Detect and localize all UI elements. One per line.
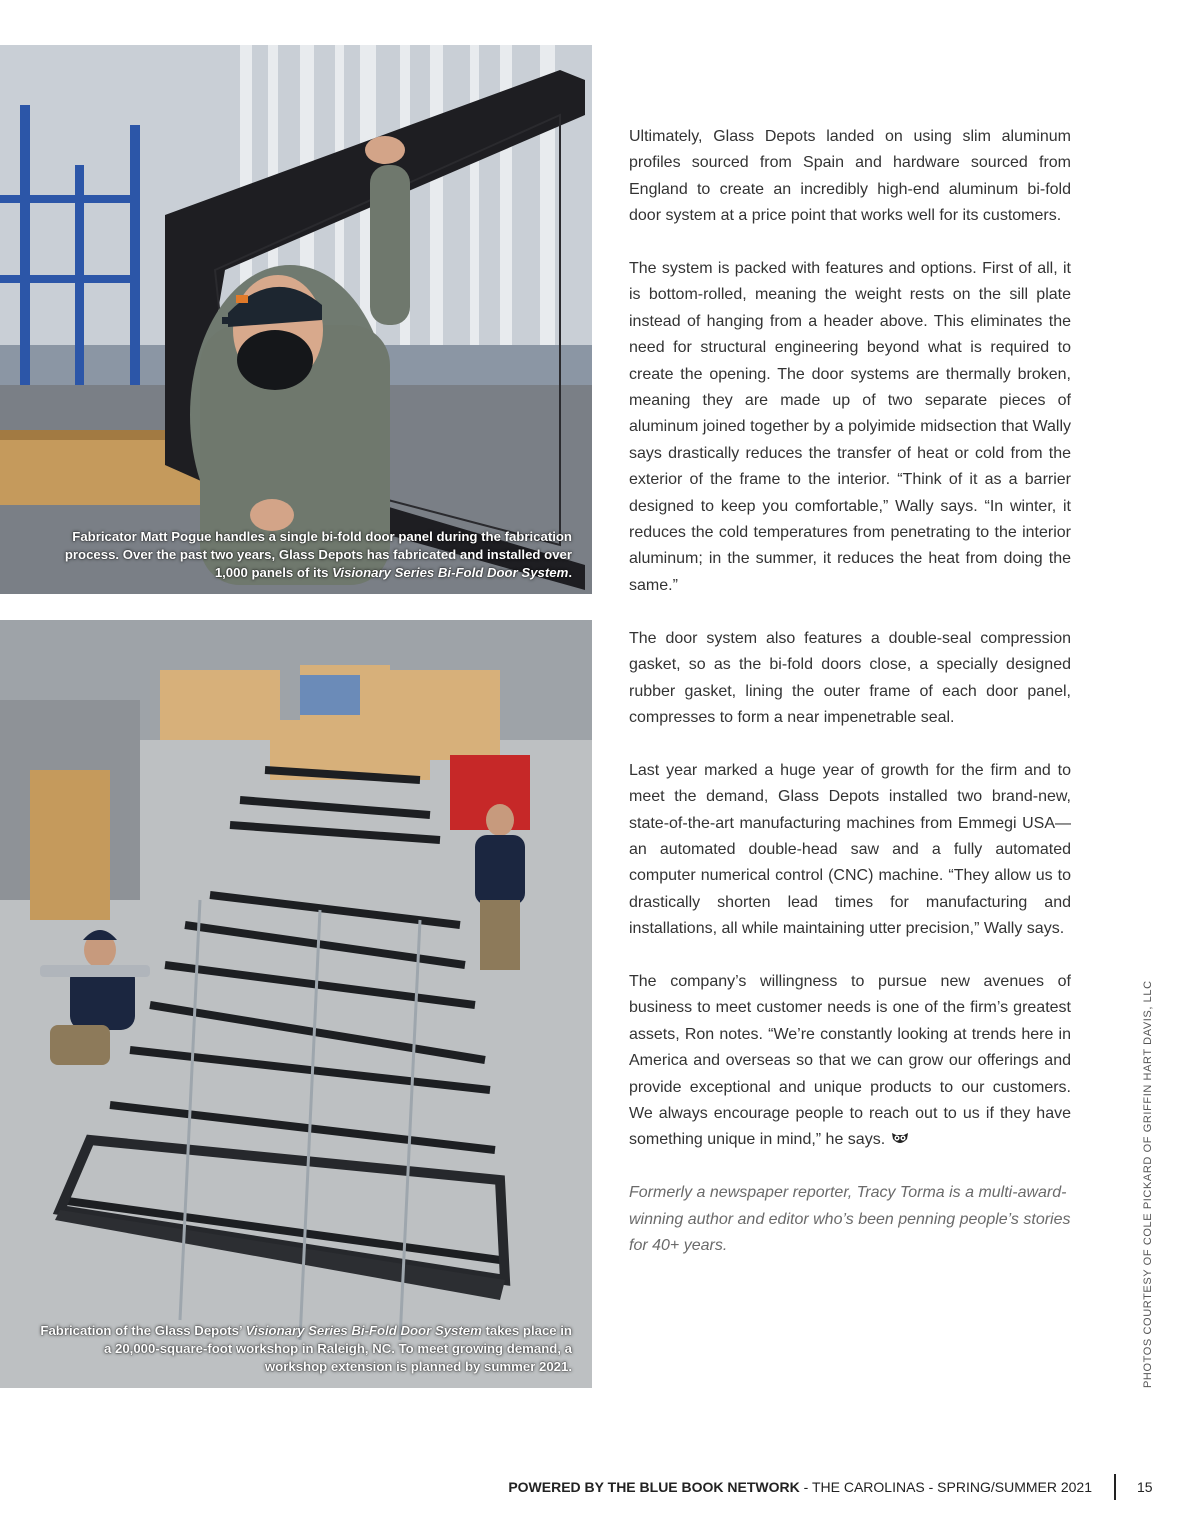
page-footer (508, 1479, 1092, 1495)
photo-credit: PHOTOS COURTESY OF COLE PICKARD OF GRIFFIN HART DAVIS, LLC (1142, 980, 1154, 1388)
article-body (629, 124, 1071, 1286)
photo-workshop (0, 620, 592, 1388)
article-paragraph: The door system also features a double-seal compression gasket, so as the bi-fold doors close, a specially designed rubber gasket, lining the outer frame of each door panel, compresses to form a near impenetrable seal. (629, 629, 1071, 726)
caption-text: Fabricator Matt Pogue handles a single bi-fold door panel during the fabrication process. Over the past two years, Glass Depots has fabricated and installed over 1,000 panels of its (64, 529, 572, 580)
footer-brand: POWERED BY THE BLUE BOOK NETWORK (508, 1479, 800, 1495)
article-paragraph: Ultimately, Glass Depots landed on using slim aluminum profiles sourced from Spain and hardware sourced from England to create an incredibly high-end aluminum bi-fold door system at a price point that works well for its customers. (629, 128, 1071, 225)
article-paragraph: Last year marked a huge year of growth for the firm and to meet the demand, Glass Depots installed two brand-new, state-of-the-art manufacturing machines from Emmegi USA—an automated double-head saw and a fully automated computer numerical control (CNC) machine. “They allow us to drastically shorten lead times for manufacturing and installations, all while maintaining utter precision,” Wally says. (629, 761, 1071, 938)
caption-start: Fabrication of the Glass Depots’ (40, 1323, 246, 1338)
caption-end: . (568, 565, 572, 580)
article-paragraph: The system is packed with features and options. First of all, it is bottom-rolled, meaning the weight rests on the sill plate instead of hanging from a header above. This eliminates the need for structural engineering beyond what is required to create the opening. The door systems are thermally broken, meaning they are made up of two separate pieces of aluminum joined together by a polyimide midsection that Wally says drastically reduces the transfer of heat or cold from the exterior of the frame to the interior. “Think of it as a barrier designed to keep you comfortable,” Wally says. “In winter, it reduces the cold temperatures from penetrating to the interior aluminum; in the summer, it reduces the heat from doing the same.” (629, 260, 1071, 594)
photo-caption-fabricator (40, 528, 572, 582)
photo-fabricator (0, 45, 592, 594)
article-paragraph-text: The company’s willingness to pursue new avenues of business to meet customer needs is one of the firm’s greatest assets, Ron notes. “We’re constantly looking at trends here in America and overseas so that we can grow our offerings and provide exceptional and unique products to our customers. We always encourage people to reach out to us if they have something unique in mind,” he says. (629, 972, 1071, 1149)
photo-caption-workshop (40, 1322, 572, 1376)
fabricator-photo-illustration (0, 45, 592, 594)
footer-issue: - THE CAROLINAS - SPRING/SUMMER 2021 (799, 1479, 1092, 1495)
caption-text: takes place in a 20,000-square-foot workshop in Raleigh, NC. To meet growing demand, a workshop extension is planned by summer 2021. (104, 1323, 572, 1374)
workshop-photo-illustration (0, 620, 592, 1388)
footer-divider (1114, 1474, 1116, 1500)
owl-icon (891, 1131, 909, 1145)
caption-product-name: Visionary Series Bi-Fold Door System (332, 565, 569, 580)
article-paragraph-final (629, 969, 1071, 1154)
author-bio: Formerly a newspaper reporter, Tracy Torma is a multi-award-winning author and editor who’s been penning people’s stories for 40+ years. (629, 1184, 1071, 1254)
page-number: 15 (1137, 1479, 1153, 1495)
caption-product-name: Visionary Series Bi-Fold Door System (245, 1323, 482, 1338)
